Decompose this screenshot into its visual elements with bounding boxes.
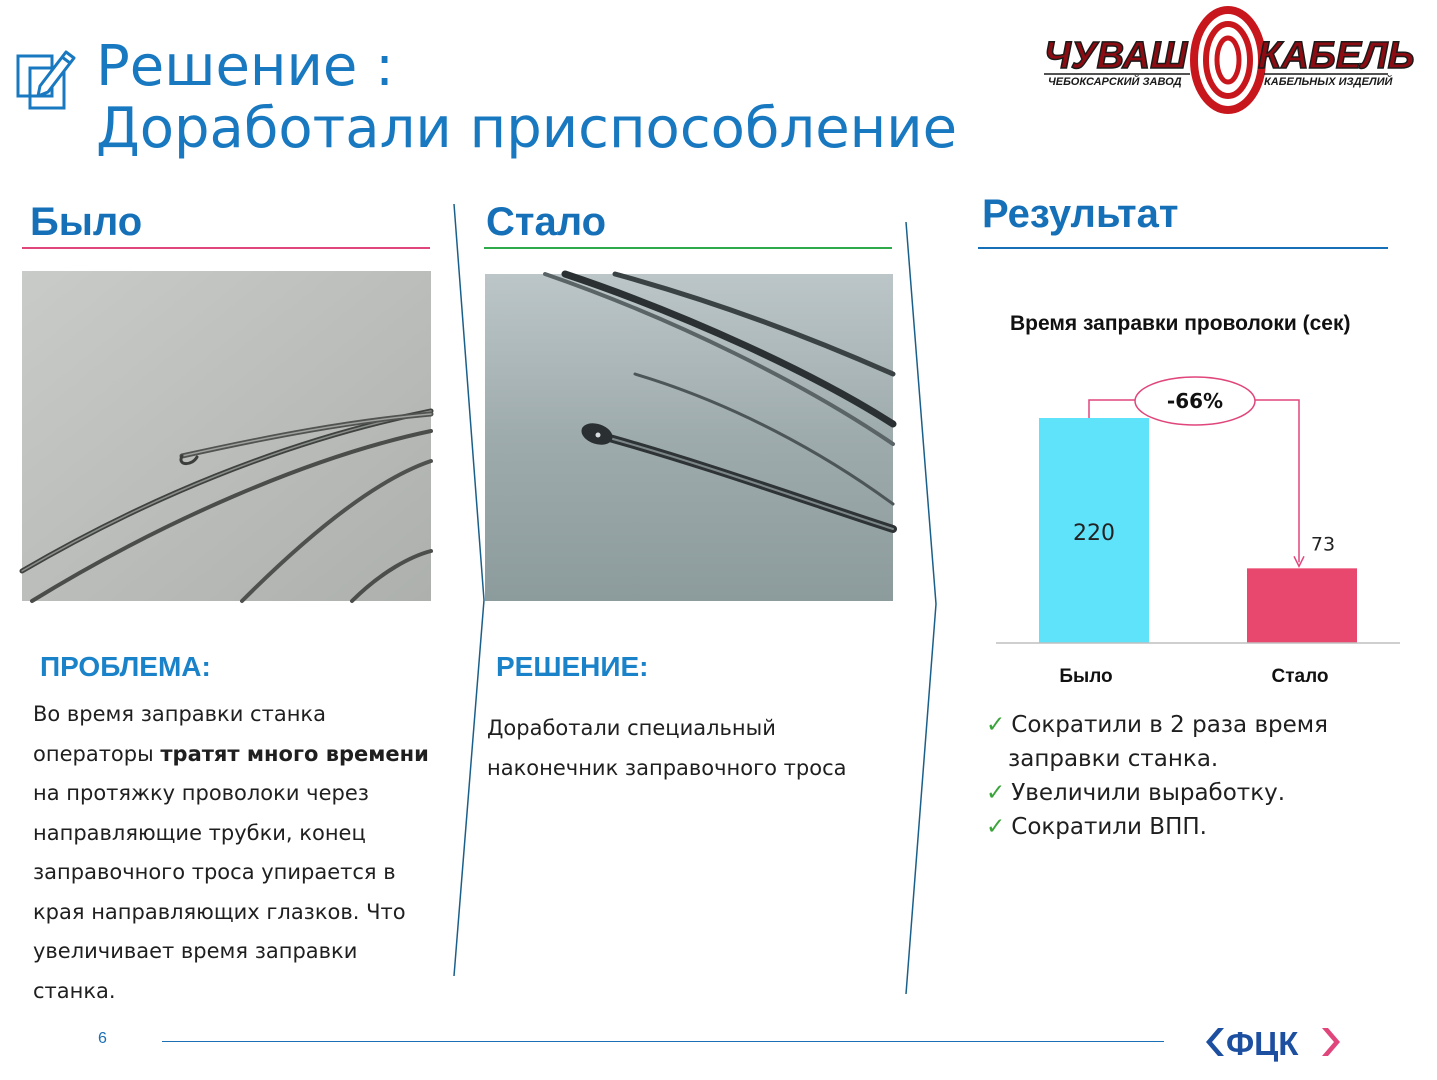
- chart-title: Время заправки проволоки (сек): [1010, 312, 1351, 335]
- svg-text:ФЦК: ФЦК: [1226, 1025, 1299, 1062]
- solution-label: РЕШЕНИЕ:: [496, 651, 649, 682]
- checkmark-icon: ✓: [986, 780, 1006, 806]
- slide-title: [96, 36, 957, 160]
- solution-text: Доработали специальный наконечник заправочного троса: [487, 716, 847, 780]
- result-item: [986, 776, 1386, 810]
- after-heading: Стало: [486, 200, 607, 244]
- before-heading: Было: [30, 200, 143, 244]
- svg-text:ЧУВАШ: ЧУВАШ: [1044, 35, 1188, 77]
- problem-text-bold: тратят много времени: [160, 741, 429, 766]
- problem-label: ПРОБЛЕМА:: [40, 651, 211, 682]
- svg-text:КАБЕЛЬНЫХ ИЗДЕЛИЙ: КАБЕЛЬНЫХ ИЗДЕЛИЙ: [1264, 76, 1393, 88]
- change-annotation: -66%: [1166, 389, 1224, 413]
- checkmark-icon: ✓: [986, 712, 1006, 738]
- bar-chart: [990, 370, 1404, 690]
- before-wire-photo: [22, 271, 431, 601]
- result-item: [986, 708, 1386, 776]
- result-list: [986, 708, 1386, 844]
- after-wire-photo: [485, 274, 893, 601]
- bar-2: [1247, 568, 1357, 643]
- chuvashkabel-logo: [1038, 6, 1415, 114]
- svg-text:ЧЕБОКСАРСКИЙ ЗАВОД: ЧЕБОКСАРСКИЙ ЗАВОД: [1048, 76, 1182, 88]
- result-heading: Результат: [982, 192, 1179, 236]
- result-item-text: Сократили в 2 раза время заправки станка.: [1008, 712, 1328, 772]
- column-divider-right: [900, 222, 940, 998]
- value-label-2: 73: [1310, 533, 1336, 556]
- title-line-1: Решение :: [96, 34, 395, 99]
- result-item-text: Сократили ВПП.: [1011, 814, 1207, 840]
- result-item: [986, 810, 1386, 844]
- checkmark-icon: ✓: [986, 814, 1006, 840]
- problem-text-part-2: на протяжку проволоки через направляющие трубки, конец заправочного троса упирается в края направляющих глазков. Что увеличивает время заправки станка.: [33, 781, 406, 1003]
- title-line-2: Доработали приспособление: [96, 96, 958, 161]
- result-item-text: Увеличили выработку.: [1011, 780, 1286, 806]
- footer-rule: [162, 1041, 1164, 1042]
- result-heading-rule: [978, 247, 1388, 249]
- fck-logo: [1204, 1024, 1344, 1060]
- value-label-1: 220: [1073, 521, 1115, 546]
- category-label-2: Стало: [1271, 666, 1329, 687]
- before-heading-rule: [22, 247, 430, 249]
- page-number: 6: [98, 1030, 107, 1047]
- svg-text:КАБЕЛЬ: КАБЕЛЬ: [1258, 35, 1415, 77]
- column-divider-left: [448, 204, 488, 980]
- problem-text: [33, 695, 438, 1011]
- problem-text-part-1: Во время заправки станка операторы: [33, 702, 326, 766]
- after-heading-rule: [484, 247, 892, 249]
- category-label-1: Было: [1059, 666, 1113, 687]
- edit-form-icon: [14, 42, 78, 114]
